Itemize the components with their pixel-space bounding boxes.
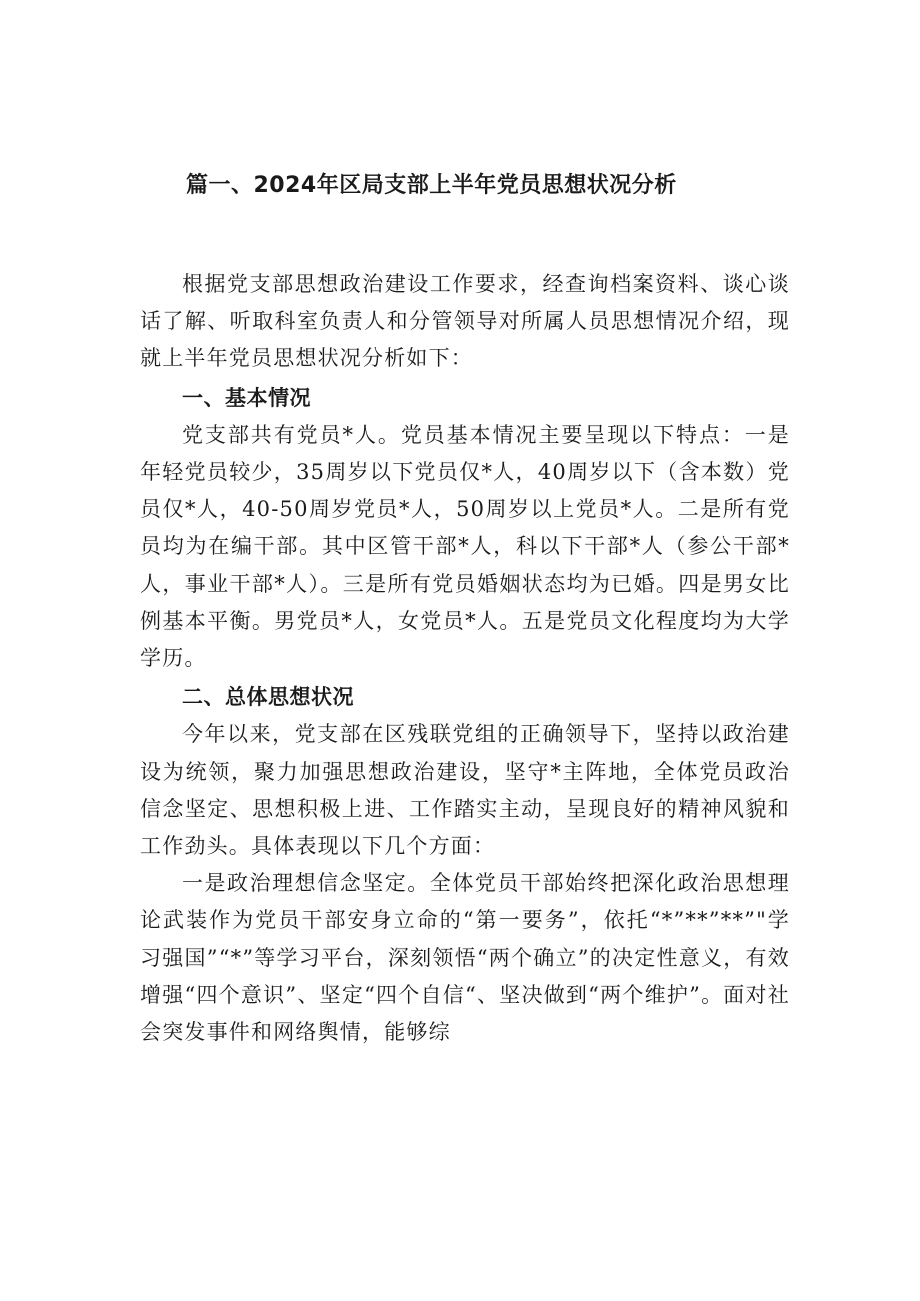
overall-thinking-paragraph: 今年以来，党支部在区残联党组的正确领导下，坚持以政治建设为统领，聚力加强思想政治建设，坚守*主阵地，全体党员政治信念坚定、思想积极上进、工作踏实主动，呈现良好的精神风貌和工作劲头。具体表现以下几个方面：	[140, 722, 790, 859]
section-heading-overall-thinking: 二、总体思想状况	[182, 685, 354, 710]
political-belief-paragraph: 一是政治理想信念坚定。全体党员干部始终把深化政治思想理论武装作为党员干部安身立命的“第一要务”，依托“*”**”**”"学习强国”“*”等学习平台，深刻领悟“两个确立”的决定性意义，有效增强“四个意识”、坚定“四个自信“、坚决做到“两个维护”。面对社会突发事件和网络舆情，能够综	[140, 871, 790, 1045]
document-title: 篇一、2024年区局支部上半年党员思想状况分析	[186, 173, 677, 198]
section-heading-basic-info: 一、基本情况	[182, 385, 311, 410]
document-body	[140, 266, 790, 1051]
intro-paragraph: 根据党支部思想政治建设工作要求，经查询档案资料、谈心谈话了解、听取科室负责人和分管领导对所属人员思想情况介绍，现就上半年党员思想状况分析如下：	[140, 272, 790, 371]
basic-info-paragraph: 党支部共有党员*人。党员基本情况主要呈现以下特点：一是年轻党员较少，35周岁以下党员仅*人，40周岁以下（含本数）党员仅*人，40-50周岁党员*人，50周岁以上党员*人。二是所有党员均为在编干部。其中区管干部*人，科以下干部*人（参公干部*人，事业干部*人）。三是所有党员婚姻状态均为已婚。四是男女比例基本平衡。男党员*人，女党员*人。五是党员文化程度均为大学学历。	[140, 422, 790, 671]
